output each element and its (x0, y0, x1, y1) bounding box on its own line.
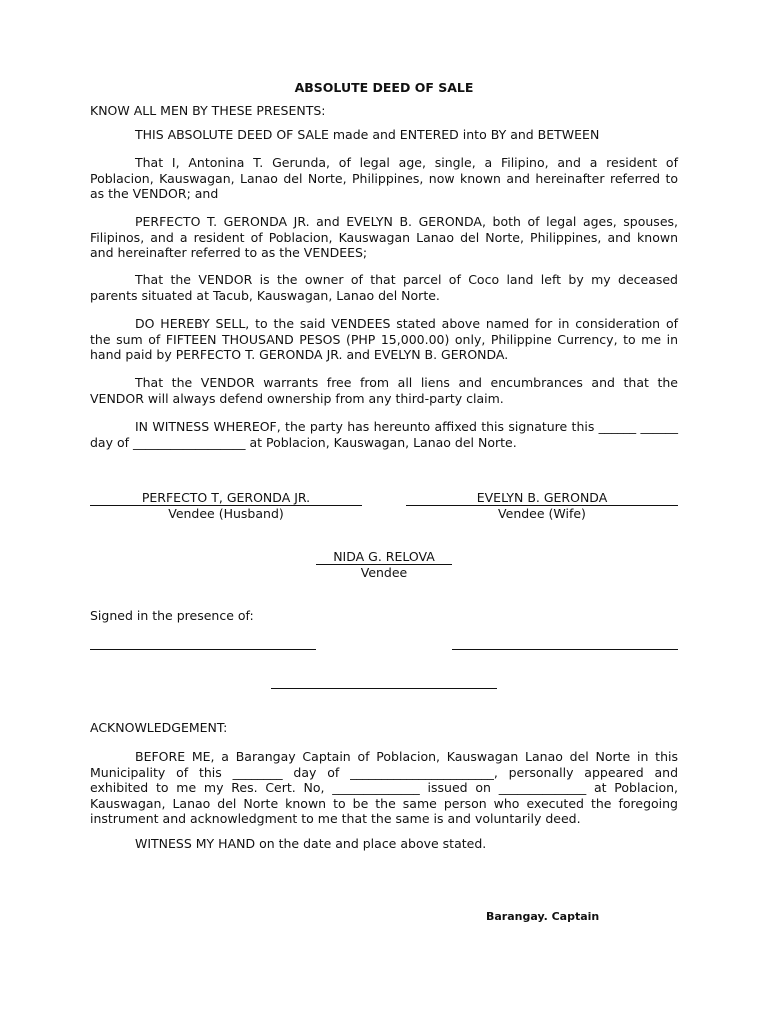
signatory-name: EVELYN B. GERONDA (406, 490, 678, 506)
witness-signature-line-3 (271, 688, 497, 689)
document-title: ABSOLUTE DEED OF SALE (294, 80, 474, 95)
paragraph-vendees: PERFECTO T. GERONDA JR. and EVELYN B. GERONDA, both of legal ages, spouses, Filipinos, and a resident of Poblacion, Kauswagan Lanao del Norte, Philippines, and known and hereinafter referred to as the VENDEES; (90, 214, 678, 260)
signature-block-husband (90, 490, 362, 522)
signature-block-vendee (316, 549, 452, 581)
presence-label: Signed in the presence of: (90, 608, 254, 623)
paragraph-warranty: That the VENDOR warrants free from all liens and encumbrances and that the VENDOR will always defend ownership from any third-party claim. (90, 375, 678, 406)
paragraph-ownership: That the VENDOR is the owner of that parcel of Coco land left by my deceased parents situated at Tacub, Kauswagan, Lanao del Norte. (90, 272, 678, 303)
signatory-role: Vendee (Husband) (168, 506, 284, 521)
paragraph-witness-whereof: IN WITNESS WHEREOF, the party has hereunto affixed this signature this ______ ______ day of __________________ at Poblacion, Kauswagan, Lanao del Norte. (90, 419, 678, 450)
signature-block-wife (406, 490, 678, 522)
witness-signature-line-2 (452, 649, 678, 650)
greeting: KNOW ALL MEN BY THESE PRESENTS: (90, 103, 326, 118)
signatory-role: Vendee (360, 565, 408, 580)
acknowledgement-paragraph: BEFORE ME, a Barangay Captain of Poblacion, Kauswagan Lanao del Norte in this Municipality of this ________ day of _______________________, personally appeared and exhibited to me my Res. Cert. No, ______________ issued on ______________ at Poblacion, Kauswagan, Lanao del Norte known to be the same person who executed the foregoing instrument and acknowledgment to me that the same is and voluntarily deed. (90, 749, 678, 826)
signatory-role: Vendee (Wife) (498, 506, 586, 521)
paragraph-vendor: That I, Antonina T. Gerunda, of legal age, single, a Filipino, and a resident of Poblacion, Kauswagan, Lanao del Norte, Philippines, now known and hereinafter referred to as the VENDOR; and (90, 155, 678, 201)
witness-hand-paragraph: WITNESS MY HAND on the date and place above stated. (135, 836, 487, 851)
signatory-name: NIDA G. RELOVA (316, 549, 452, 565)
paragraph-sale: DO HEREBY SELL, to the said VENDEES stated above named for in consideration of the sum of FIFTEEN THOUSAND PESOS (PHP 15,000.00) only, Philippine Currency, to me in hand paid by PERFECTO T. GERONDA JR. and EVELYN B. GERONDA. (90, 316, 678, 362)
witness-signature-line-1 (90, 649, 316, 650)
acknowledgement-heading: ACKNOWLEDGEMENT: (90, 720, 228, 735)
paragraph-parties-intro: THIS ABSOLUTE DEED OF SALE made and ENTERED into BY and BETWEEN (135, 127, 600, 142)
barangay-captain-label: Barangay. Captain (486, 910, 600, 923)
signatory-name: PERFECTO T, GERONDA JR. (90, 490, 362, 506)
